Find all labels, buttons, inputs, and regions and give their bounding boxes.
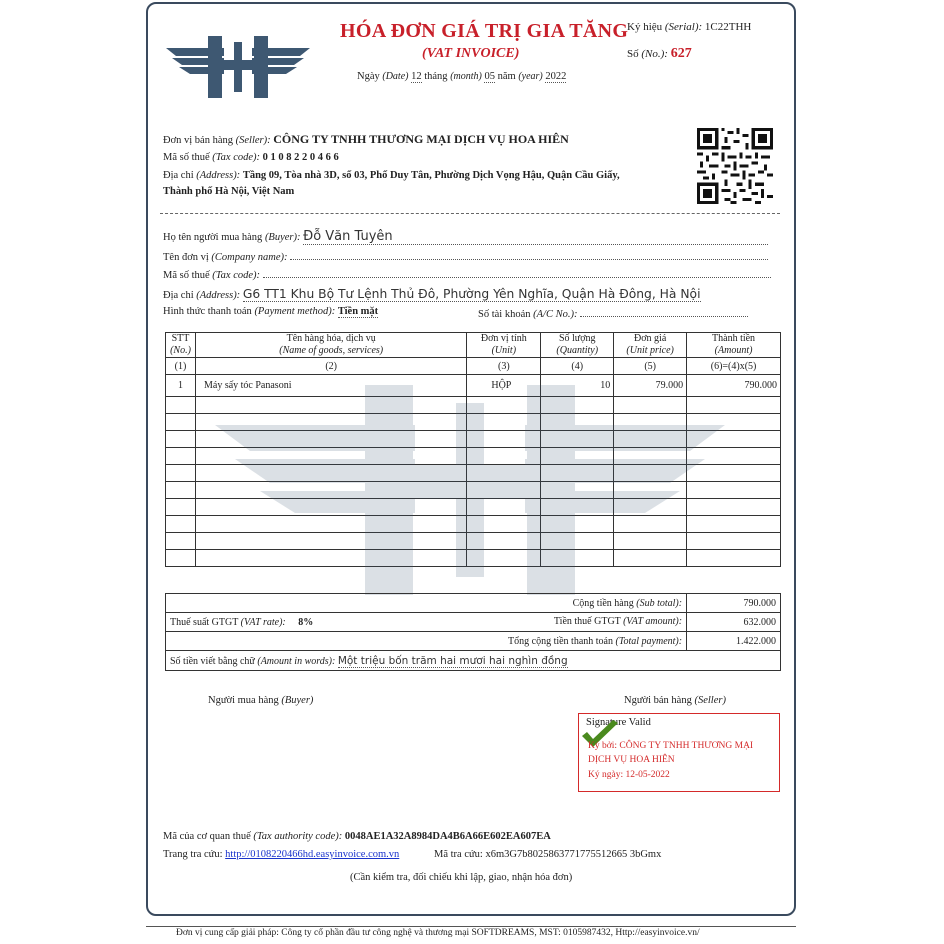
account-field [580,306,748,317]
seller-address-2: Thành phố Hà Nội, Việt Nam [163,186,295,197]
vat-rate-label-en: (VAT rate): [240,616,286,628]
buyer-address-label-en: (Address): [196,290,241,301]
seller-address-label: Địa chỉ [163,170,194,181]
buyer-company-label: Tên đơn vị [163,252,209,263]
header-stt [166,333,196,358]
no-label: Số [627,48,639,60]
vat-rate-value: 8% [298,616,314,628]
serial-label-en: (Serial): [664,21,703,33]
date-label: (Date) [382,71,409,82]
buyer-address-line [163,287,701,301]
year-word: năm [497,71,516,82]
qr-code [697,128,773,204]
subtotal-value: 790.000 [687,594,781,613]
row-stt: 1 [166,375,196,397]
seller-name: CÔNG TY TNHH THƯƠNG MẠI DỊCH VỤ HOA HIÊN [273,132,569,146]
logo-watermark [215,385,725,595]
words-label-en: (Amount in words): [257,655,336,667]
subtotal-label-cell [166,594,687,613]
buyer-tax-field [263,267,771,278]
buyer-sign-label-en: (Buyer) [281,695,314,706]
footer-provider: Đơn vị cung cấp giải pháp: Công ty cổ phần đầu tư công nghệ và thương mại SOFTDREAMS, MST: 0105987432, Http://easyinvoice.vn/ [176,928,700,938]
amount-in-words: Một triệu bốn trăm hai mươi hai nghìn đồng [337,654,568,667]
buyer-company-line [163,249,768,263]
seller-tax-label: Mã số thuế [163,152,210,163]
seller-sign-label: Người bán hàng [624,695,692,706]
row-name: Máy sấy tóc Panasoni [195,375,466,397]
col-num-5: (5) [614,358,687,375]
lookup-code-value: x6m3G7b8025863771775512665 3bGmx [485,849,662,860]
vat-amount-value: 632.000 [687,613,781,632]
total-row [166,632,781,651]
account-label-en: (A/C No.): [533,309,578,320]
header-name [195,333,466,358]
serial-line [627,21,751,33]
buyer-name-label-en: (Buyer): [264,232,301,243]
vat-amount-label-en: (VAT amount): [623,616,683,627]
header-price-en: (Unit price) [626,345,674,356]
col-num-4: (4) [541,358,614,375]
signature-valid-text: Signature Valid [586,717,651,728]
buyer-address-label: Địa chỉ [163,290,194,301]
account-line [478,306,748,320]
authority-label: Mã của cơ quan thuế [163,831,251,842]
header-stt-en: (No.) [170,345,191,356]
seller-sign-label-en: (Seller) [694,695,726,706]
seller-name-label: Đơn vị bán hàng [163,135,233,146]
words-cell [166,651,781,671]
invoice-date [357,71,566,82]
row-price: 79.000 [614,375,687,397]
header-quantity-en: (Quantity) [556,345,599,356]
seller-tax-label-en: (Tax code): [212,152,261,163]
authority-code: 0048AE1A32A8984DA4B6A66E602EA607EA [344,831,551,842]
vat-row [166,613,781,632]
header-quantity-vi: Số lượng [558,333,596,344]
buyer-company-label-en: (Company name): [211,252,288,263]
total-value: 1.422.000 [687,632,781,651]
payment-line [163,306,378,317]
buyer-company-field [290,249,768,260]
seller-name-line [163,132,569,147]
seller-address-label-en: (Address): [196,170,241,181]
vat-rate-label: Thuế suất GTGT [170,616,239,628]
verification-note: (Cần kiểm tra, đối chiếu khi lập, giao, nhận hóa đơn) [350,872,573,883]
header-name-en: (Name of goods, services) [279,345,384,356]
lookup-code-label: Mã tra cứu: [434,849,483,860]
vat-amount-label: Tiền thuế GTGT [553,616,621,627]
col-num-6: (6)=(4)x(5) [687,358,781,375]
signed-by-2: DỊCH VỤ HOA HIÊN [588,755,675,765]
subtotal-label-en: (Sub total): [636,597,683,609]
buyer-name: Đỗ Văn Tuyên [303,229,768,245]
date-prefix: Ngày [357,71,380,82]
month-word: tháng [424,71,448,82]
date-month: 05 [484,71,495,82]
col-num-3: (3) [467,358,541,375]
col-num-1: (1) [166,358,196,375]
header-amount-vi: Thành tiền [712,333,756,344]
payment-label-en: (Payment method): [254,306,336,317]
buyer-sign-label: Người mua hàng [208,695,279,706]
total-label-en: (Total payment): [615,635,683,647]
col-num-2: (2) [195,358,466,375]
buyer-name-label: Họ tên người mua hàng [163,232,263,243]
header-unit [467,333,541,358]
header-price-vi: Đơn giá [634,333,667,344]
header-stt-vi: STT [171,333,190,344]
buyer-address: G6 TT1 Khu Bộ Tư Lệnh Thủ Đô, Phường Yên Nghĩa, Quận Hà Đông, Hà Nội [242,287,701,301]
subtotal-label: Cộng tiền hàng [572,597,634,609]
authority-code-line [163,831,551,842]
header-quantity [541,333,614,358]
header-price [614,333,687,358]
serial-value: 1C22THH [704,21,752,33]
date-day: 12 [411,71,422,82]
invoice-subtitle: (VAT INVOICE) [422,46,520,61]
header-amount [687,333,781,358]
lookup-code-line [434,849,661,860]
total-label-cell [166,632,687,651]
payment-method: Tiền mặt [337,306,379,317]
month-label: (month) [450,71,482,82]
invoice-number-line [627,46,692,62]
invoice-title: HÓA ĐƠN GIÁ TRỊ GIA TĂNG [340,20,629,42]
column-number-row [166,358,781,375]
seller-tax-line [163,152,339,163]
signed-date: Ký ngày: 12-05-2022 [588,770,670,780]
lookup-label: Trang tra cứu: [163,849,223,860]
lookup-link[interactable]: http://0108220466hd.easyinvoice.com.vn [225,849,400,860]
buyer-name-line [163,229,779,245]
totals-table [165,593,781,671]
row-unit: HỘP [467,375,541,397]
seller-address-1: Tầng 09, Tòa nhà 3D, số 03, Phố Duy Tân, Phường Dịch Vọng Hậu, Quận Cầu Giấy, [242,170,620,181]
seller-tax-code: 0 1 0 8 2 2 0 4 6 6 [262,152,339,163]
signed-by: Ký bởi: CÔNG TY TNHH THƯƠNG MẠI [588,741,754,751]
buyer-tax-label: Mã số thuế [163,270,210,281]
row-amount: 790.000 [687,375,781,397]
seller-signature-label [624,695,726,706]
words-label: Số tiền viết bằng chữ [170,655,255,667]
vat-cell [166,613,687,632]
authority-label-en: (Tax authority code): [253,831,343,842]
payment-label: Hình thức thanh toán [163,306,252,317]
invoice-number: 627 [670,46,692,61]
header-unit-en: (Unit) [491,345,517,356]
lookup-line [163,849,399,860]
table-header-row [166,333,781,358]
account-label: Số tài khoản [478,309,531,320]
separator-1 [160,213,780,214]
footer-divider [146,926,796,927]
serial-label: Ký hiệu [627,21,663,33]
row-quantity: 10 [541,375,614,397]
subtotal-row [166,594,781,613]
seller-name-label-en: (Seller): [235,135,271,146]
header-amount-en: (Amount) [714,345,753,356]
no-label-en: (No.): [641,48,668,60]
words-row [166,651,781,671]
buyer-tax-label-en: (Tax code): [212,270,261,281]
total-label: Tổng cộng tiền thanh toán [508,635,613,647]
company-logo [166,36,310,98]
seller-address-line [163,170,620,181]
header-name-vi: Tên hàng hóa, dịch vụ [286,333,376,344]
date-year: 2022 [545,71,567,82]
header-unit-vi: Đơn vị tính [480,333,527,344]
buyer-signature-label [208,695,313,706]
buyer-tax-line [163,267,771,281]
year-label: (year) [518,71,543,82]
